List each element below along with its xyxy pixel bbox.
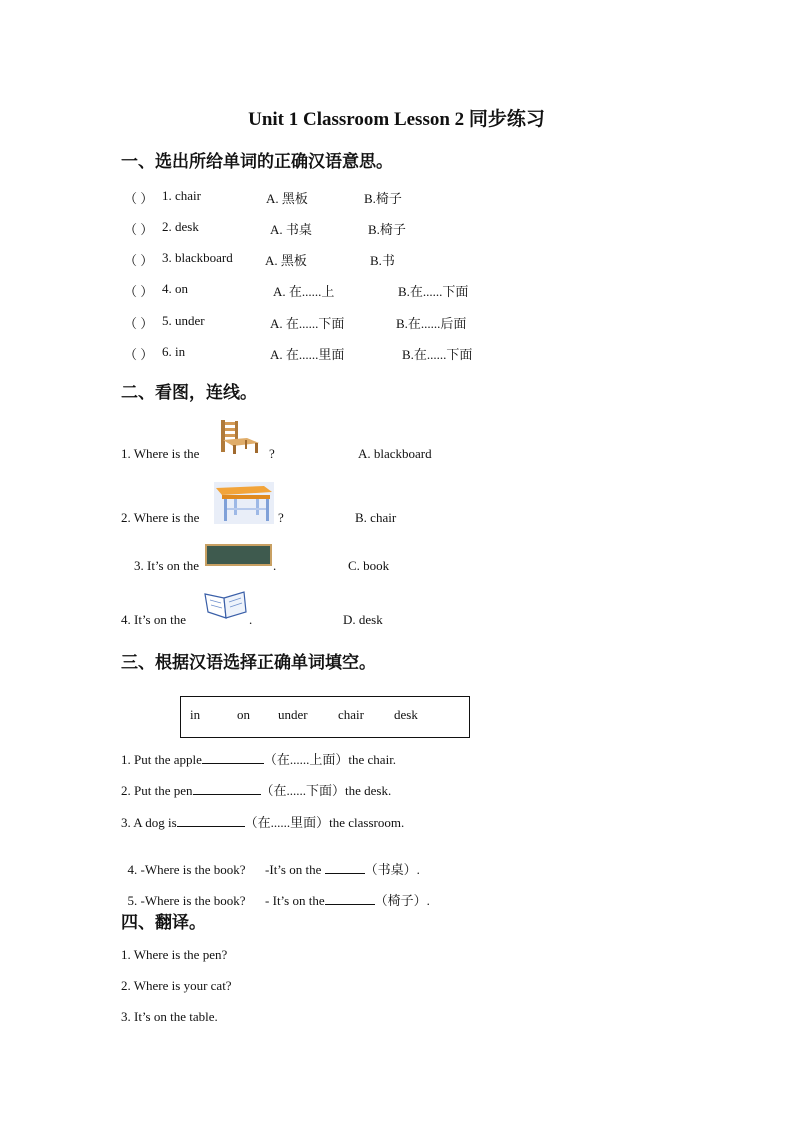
- word-bank-item: desk: [394, 707, 418, 722]
- fill-in-item: [121, 843, 420, 878]
- fill-in-item: [121, 780, 391, 799]
- answer-paren: （ ）: [124, 316, 154, 331]
- answer-option: A. blackboard: [358, 446, 432, 461]
- word-bank-item: in: [190, 707, 201, 722]
- answer-option: D. desk: [343, 612, 383, 627]
- word-bank-item: under: [278, 707, 308, 722]
- option-a: A. 书桌: [270, 222, 312, 237]
- vocab-word: 4. on: [162, 281, 188, 296]
- option-a: A. 黑板: [265, 253, 307, 268]
- section2-heading: 二、看图，连线。: [121, 383, 257, 403]
- option-a: A. 黑板: [266, 191, 308, 206]
- vocab-word: 3. blackboard: [162, 250, 233, 265]
- question-mark: ?: [269, 446, 275, 461]
- question-text: 2. Where is the: [121, 510, 200, 525]
- sentence-start: 5. -Where is the book? - It’s on the: [127, 893, 325, 908]
- answer-blank[interactable]: [325, 892, 375, 905]
- vocab-word: 5. under: [162, 313, 205, 328]
- answer-paren: （ ）: [124, 253, 154, 268]
- option-b: B.椅子: [364, 191, 402, 206]
- answer-blank[interactable]: [325, 861, 365, 874]
- sentence-end: .: [426, 893, 430, 908]
- sentence-end: the classroom.: [329, 815, 405, 830]
- word-bank: [180, 696, 470, 738]
- question-mark: ?: [278, 510, 284, 525]
- fill-in-item: [121, 812, 404, 831]
- vocab-word: 1. chair: [162, 188, 201, 203]
- answer-paren: （ ）: [124, 222, 154, 237]
- section4-heading: 四、翻译。: [121, 913, 206, 933]
- vocab-word: 2. desk: [162, 219, 199, 234]
- blackboard-picture-icon: [205, 544, 272, 566]
- answer-paren: （ ）: [124, 191, 154, 206]
- page-title: Unit 1 Classroom Lesson 2 同步练习: [248, 109, 545, 130]
- section3-heading: 三、根据汉语选择正确单词填空。: [121, 653, 376, 673]
- period: .: [273, 558, 277, 573]
- chinese-hint: （书桌）: [364, 862, 417, 877]
- answer-blank[interactable]: [177, 814, 245, 827]
- period: .: [249, 612, 253, 627]
- translation-item: 2. Where is your cat?: [121, 978, 232, 993]
- desk-picture-icon: [214, 482, 274, 524]
- translation-item: 1. Where is the pen?: [121, 947, 228, 962]
- sentence-start: 4. -Where is the book? -It’s on the: [127, 862, 325, 877]
- answer-blank[interactable]: [193, 782, 261, 795]
- word-bank-item: chair: [338, 707, 364, 722]
- fill-in-item: [121, 874, 430, 909]
- option-b: B.在......下面: [402, 347, 473, 362]
- option-a: A. 在......上: [273, 284, 335, 299]
- option-b: B.在......下面: [398, 284, 469, 299]
- question-text: 3. It’s on the: [134, 558, 199, 573]
- option-a: A. 在......里面: [270, 347, 345, 362]
- section1-heading: 一、选出所给单词的正确汉语意思。: [121, 152, 393, 172]
- sentence-start: 2. Put the pen: [121, 783, 193, 798]
- option-a: A. 在......下面: [270, 316, 345, 331]
- sentence-start: 1. Put the apple: [121, 752, 202, 767]
- question-text: 1. Where is the: [121, 446, 200, 461]
- vocab-word: 6. in: [162, 344, 186, 359]
- book-picture-icon: [202, 586, 250, 622]
- translation-item: 3. It’s on the table.: [121, 1009, 218, 1024]
- chinese-hint: （在......上面）: [263, 752, 349, 767]
- answer-option: B. chair: [355, 510, 397, 525]
- chinese-hint: （在......里面）: [244, 815, 330, 830]
- chinese-hint: （椅子）: [374, 893, 427, 908]
- sentence-end: the chair.: [348, 752, 397, 767]
- sentence-start: 3. A dog is: [121, 815, 177, 830]
- option-b: B.书: [370, 253, 395, 268]
- answer-paren: （ ）: [124, 284, 154, 299]
- answer-blank[interactable]: [202, 751, 264, 764]
- chair-picture-icon: [217, 418, 263, 454]
- answer-paren: （ ）: [124, 347, 154, 362]
- question-text: 4. It’s on the: [121, 612, 186, 627]
- sentence-end: .: [416, 862, 420, 877]
- word-bank-item: on: [237, 707, 250, 722]
- option-b: B.在......后面: [396, 316, 467, 331]
- sentence-end: the desk.: [345, 783, 392, 798]
- answer-option: C. book: [348, 558, 390, 573]
- option-b: B.椅子: [368, 222, 406, 237]
- fill-in-item: [121, 749, 396, 768]
- chinese-hint: （在......下面）: [260, 783, 346, 798]
